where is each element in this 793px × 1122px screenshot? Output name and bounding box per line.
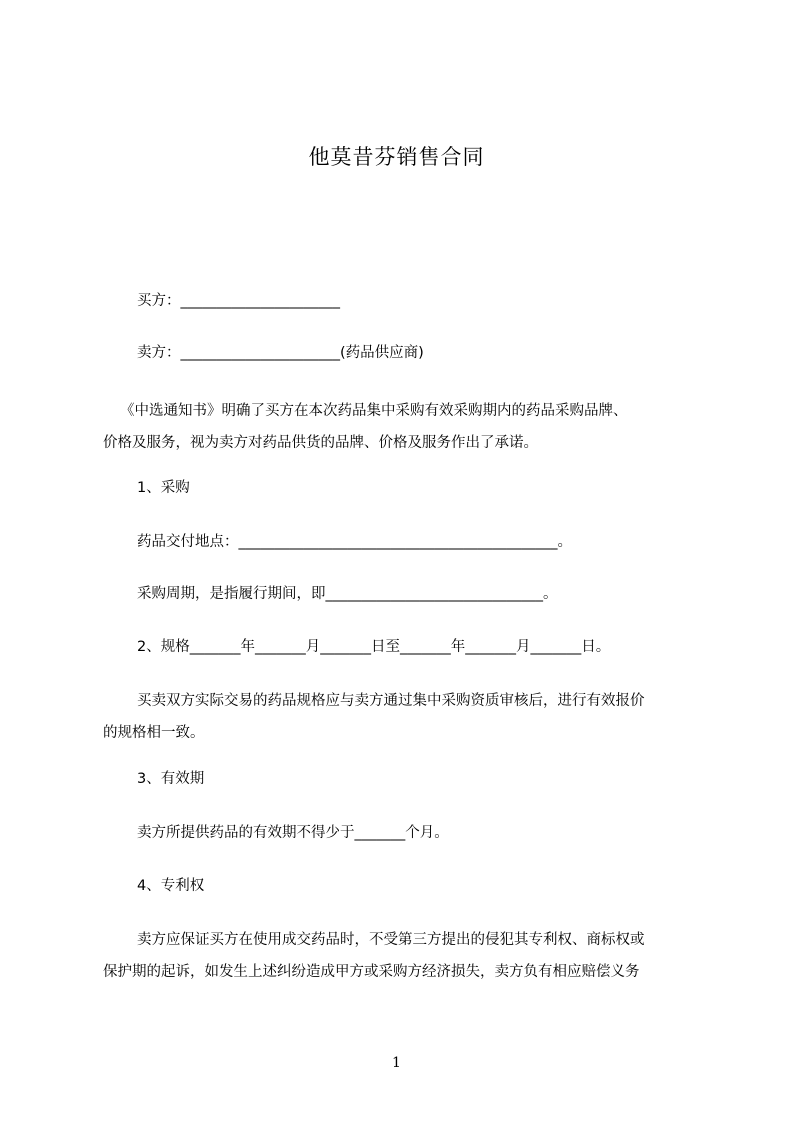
patent-paragraph [103, 924, 737, 988]
section-2-heading: 2、规格_______年_______月_______日至_______年_______月_______日。 [137, 639, 611, 655]
patent-line-2: 保护期的起诉，如发生上述纠纷造成甲方或采购方经济损失，卖方负有相应赔偿义务 [103, 964, 640, 980]
delivery-location-line: 药品交付地点：____________________________________________。 [137, 534, 572, 550]
page-number: 1 [392, 1055, 401, 1071]
buyer-line: 买方：______________________ [137, 293, 340, 309]
purchase-period-line: 采购周期，是指履行期间，即______________________________。 [137, 586, 558, 602]
section-4-heading: 4、专利权 [137, 878, 205, 894]
spec-line-2: 的规格相一致。 [103, 725, 205, 741]
spec-line-1: 买卖双方实际交易的药品规格应与卖方通过集中采购资质审核后，进行有效报价 [137, 693, 645, 709]
patent-line-1: 卖方应保证买方在使用成交药品时，不受第三方提出的侵犯其专利权、商标权或 [137, 932, 645, 948]
intro-line-1: 《中选通知书》明确了买方在本次药品集中采购有效采购期内的药品采购品牌、 [120, 403, 628, 419]
spec-paragraph [103, 685, 737, 749]
document-title: 他莫昔芬销售合同 [308, 145, 485, 169]
seller-line: 卖方：______________________(药品供应商) [137, 345, 424, 361]
section-3-heading: 3、有效期 [137, 771, 205, 787]
validity-line: 卖方所提供药品的有效期不得少于_______个月。 [137, 825, 449, 841]
intro-line-2: 价格及服务，视为卖方对药品供货的品牌、价格及服务作出了承诺。 [103, 435, 538, 451]
section-1-heading: 1、采购 [137, 480, 190, 496]
intro-paragraph [103, 395, 720, 459]
